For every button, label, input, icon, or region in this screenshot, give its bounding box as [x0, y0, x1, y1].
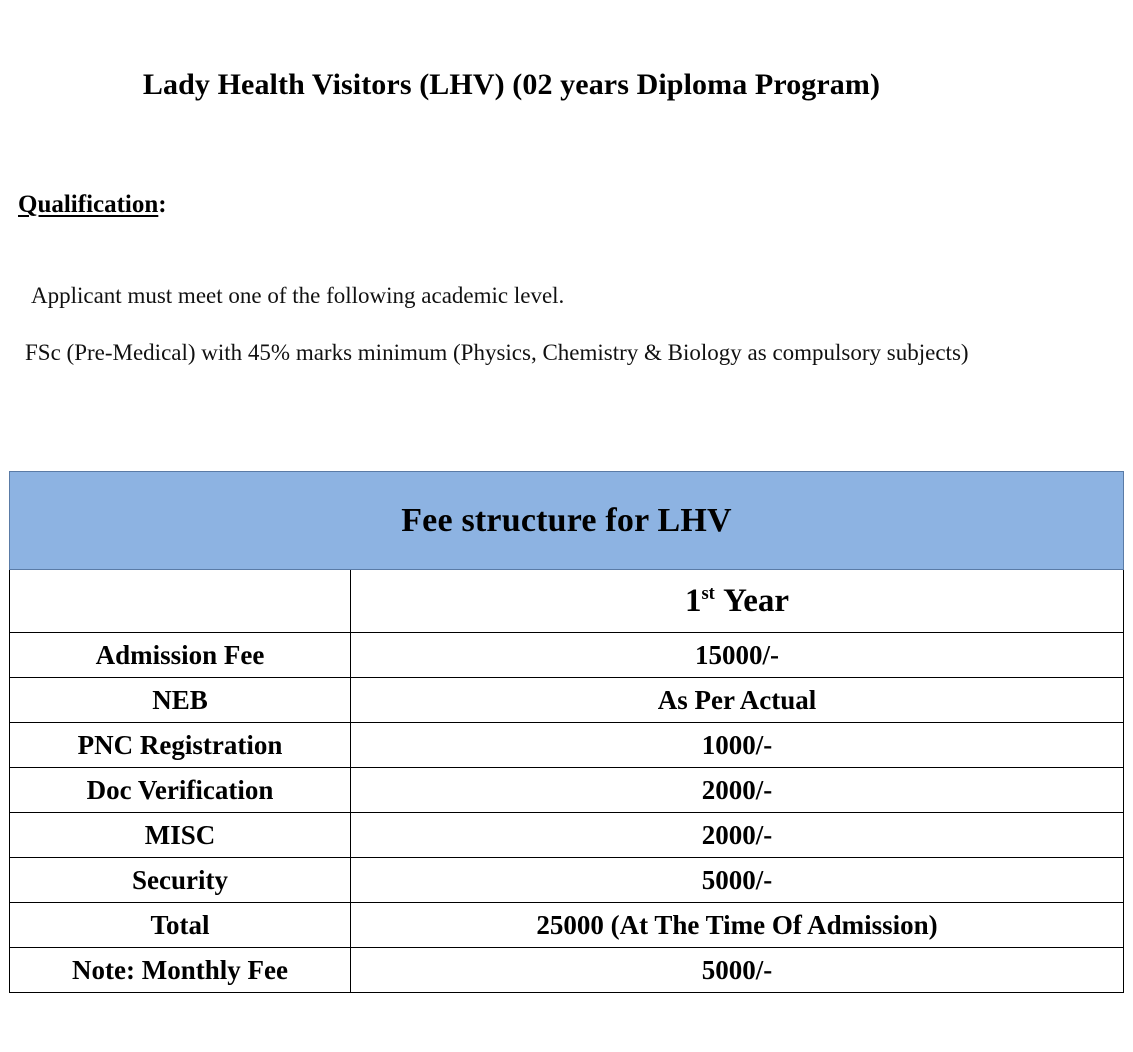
fee-item-label: Doc Verification: [10, 768, 351, 813]
year-number: 1: [684, 582, 702, 619]
fee-item-label: PNC Registration: [10, 723, 351, 768]
fee-item-label: Security: [10, 858, 351, 903]
year-ordinal-suffix: st: [701, 582, 715, 603]
table-header-row: [10, 472, 1124, 570]
fee-item-value: 5000/-: [351, 858, 1124, 903]
fee-item-value: 2000/-: [351, 813, 1124, 858]
qualification-heading-colon: :: [158, 191, 167, 218]
table-row: [10, 678, 1124, 723]
fee-item-label: NEB: [10, 678, 351, 723]
column-header-year: [351, 570, 1124, 633]
table-row: [10, 813, 1124, 858]
table-row: [10, 858, 1124, 903]
table-row: [10, 723, 1124, 768]
qualification-line-2: FSc (Pre-Medical) with 45% marks minimum (Physics, Chemistry & Biology as compulsory subjects): [25, 340, 969, 365]
fee-item-label: Total: [10, 903, 351, 948]
table-row: [10, 633, 1124, 678]
fee-item-label: MISC: [10, 813, 351, 858]
qualification-line-1: Applicant must meet one of the following academic level.: [31, 283, 565, 308]
page-title: Lady Health Visitors (LHV) (02 years Diploma Program): [142, 68, 881, 102]
fee-structure-table: [9, 471, 1124, 993]
fee-item-value: 25000 (At The Time Of Admission): [351, 903, 1124, 948]
fee-item-value: As Per Actual: [351, 678, 1124, 723]
year-unit: Year: [723, 582, 790, 619]
fee-item-value: 5000/-: [351, 948, 1124, 993]
fee-item-value: 2000/-: [351, 768, 1124, 813]
fee-item-value: 15000/-: [351, 633, 1124, 678]
qualification-heading: [18, 189, 167, 221]
fee-table-title: Fee structure for LHV: [10, 472, 1124, 570]
qualification-heading-word: Qualification: [18, 191, 159, 218]
table-column-header-row: [10, 570, 1124, 633]
fee-item-label: Note: Monthly Fee: [10, 948, 351, 993]
fee-table-body: [10, 633, 1124, 993]
fee-item-label: Admission Fee: [10, 633, 351, 678]
table-row: [10, 903, 1124, 948]
fee-structure-table-container: [9, 471, 1123, 993]
fee-item-value: 1000/-: [351, 723, 1124, 768]
table-row: [10, 948, 1124, 993]
table-row: [10, 768, 1124, 813]
column-header-label-empty: [10, 570, 351, 633]
